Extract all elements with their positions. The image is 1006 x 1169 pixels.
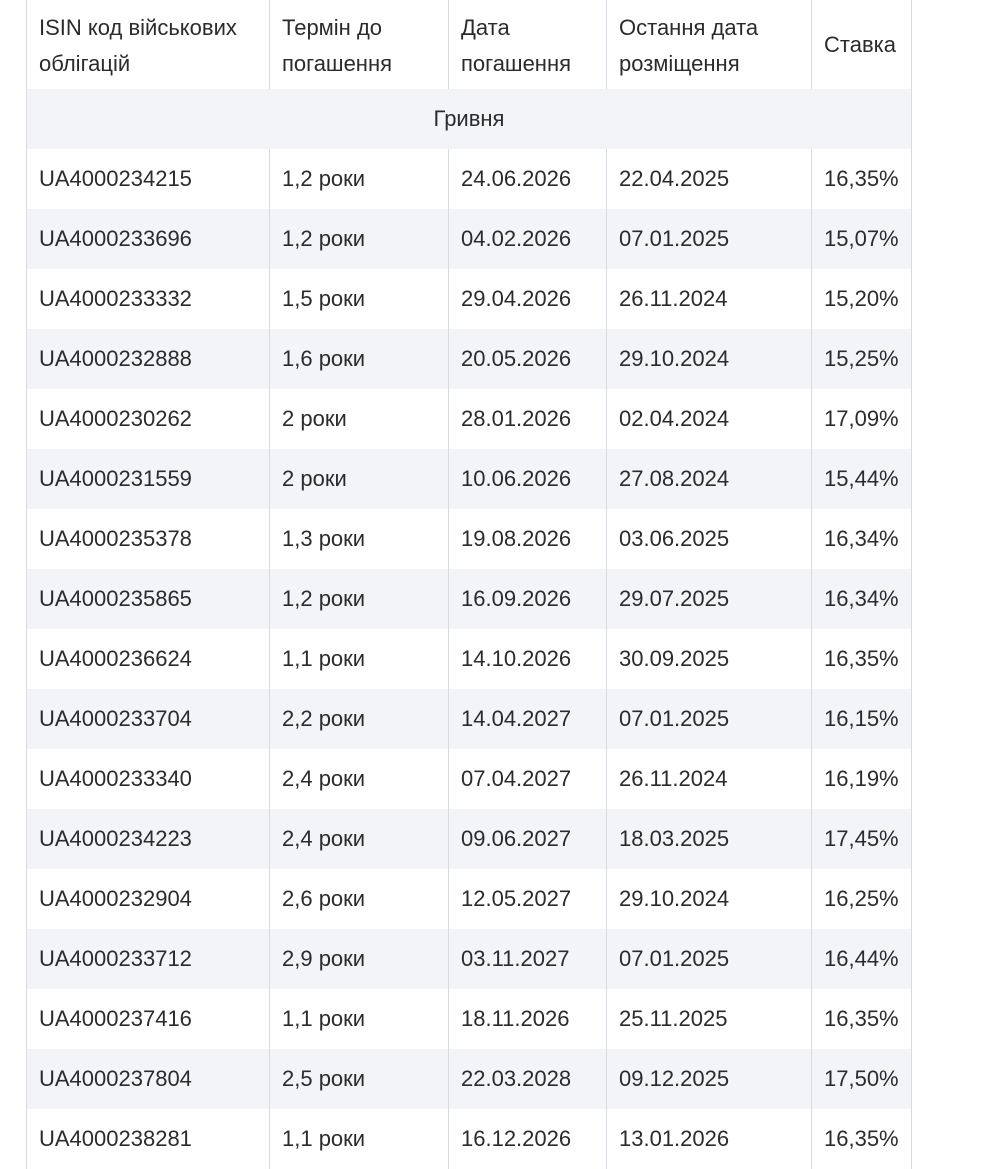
cell-isin: UA4000231559 bbox=[27, 449, 270, 509]
cell-isin: UA4000234223 bbox=[27, 809, 270, 869]
cell-isin: UA4000238281 bbox=[27, 1109, 270, 1169]
cell-isin: UA4000236624 bbox=[27, 629, 270, 689]
cell-maturity-date: 14.04.2027 bbox=[449, 689, 607, 749]
cell-isin: UA4000235865 bbox=[27, 569, 270, 629]
cell-rate: 16,34% bbox=[812, 509, 912, 569]
cell-last-placement-date: 26.11.2024 bbox=[607, 749, 812, 809]
cell-term: 1,3 роки bbox=[270, 509, 449, 569]
table-row bbox=[27, 869, 912, 929]
cell-rate: 15,07% bbox=[812, 209, 912, 269]
cell-maturity-date: 07.04.2027 bbox=[449, 749, 607, 809]
table-row bbox=[27, 1049, 912, 1109]
table-row bbox=[27, 209, 912, 269]
cell-maturity-date: 19.08.2026 bbox=[449, 509, 607, 569]
cell-rate: 17,45% bbox=[812, 809, 912, 869]
header-last-placement-date: Остання дата розміщення bbox=[607, 0, 812, 89]
table-row bbox=[27, 329, 912, 389]
cell-isin: UA4000237804 bbox=[27, 1049, 270, 1109]
table-row bbox=[27, 749, 912, 809]
cell-maturity-date: 04.02.2026 bbox=[449, 209, 607, 269]
cell-maturity-date: 03.11.2027 bbox=[449, 929, 607, 989]
cell-term: 2 роки bbox=[270, 449, 449, 509]
currency-group-row bbox=[27, 89, 912, 149]
cell-term: 1,1 роки bbox=[270, 1109, 449, 1169]
table-row bbox=[27, 689, 912, 749]
cell-term: 2,6 роки bbox=[270, 869, 449, 929]
table-header bbox=[27, 0, 912, 89]
cell-isin: UA4000232888 bbox=[27, 329, 270, 389]
cell-maturity-date: 22.03.2028 bbox=[449, 1049, 607, 1109]
cell-last-placement-date: 03.06.2025 bbox=[607, 509, 812, 569]
cell-isin: UA4000233340 bbox=[27, 749, 270, 809]
cell-rate: 16,15% bbox=[812, 689, 912, 749]
table-row bbox=[27, 1109, 912, 1169]
header-term: Термін до погашення bbox=[270, 0, 449, 89]
cell-term: 2,4 роки bbox=[270, 749, 449, 809]
cell-last-placement-date: 29.10.2024 bbox=[607, 869, 812, 929]
cell-maturity-date: 12.05.2027 bbox=[449, 869, 607, 929]
cell-maturity-date: 18.11.2026 bbox=[449, 989, 607, 1049]
cell-maturity-date: 10.06.2026 bbox=[449, 449, 607, 509]
cell-rate: 15,20% bbox=[812, 269, 912, 329]
cell-isin: UA4000233712 bbox=[27, 929, 270, 989]
cell-isin: UA4000233332 bbox=[27, 269, 270, 329]
table-row bbox=[27, 389, 912, 449]
cell-maturity-date: 16.09.2026 bbox=[449, 569, 607, 629]
cell-term: 1,6 роки bbox=[270, 329, 449, 389]
cell-term: 1,1 роки bbox=[270, 989, 449, 1049]
cell-last-placement-date: 07.01.2025 bbox=[607, 209, 812, 269]
cell-maturity-date: 24.06.2026 bbox=[449, 149, 607, 209]
cell-maturity-date: 28.01.2026 bbox=[449, 389, 607, 449]
cell-last-placement-date: 18.03.2025 bbox=[607, 809, 812, 869]
cell-rate: 17,50% bbox=[812, 1049, 912, 1109]
cell-rate: 16,35% bbox=[812, 149, 912, 209]
cell-last-placement-date: 09.12.2025 bbox=[607, 1049, 812, 1109]
cell-term: 1,2 роки bbox=[270, 149, 449, 209]
cell-rate: 16,19% bbox=[812, 749, 912, 809]
table-row bbox=[27, 269, 912, 329]
cell-rate: 15,44% bbox=[812, 449, 912, 509]
header-row bbox=[27, 0, 912, 89]
cell-term: 1,5 роки bbox=[270, 269, 449, 329]
cell-last-placement-date: 07.01.2025 bbox=[607, 689, 812, 749]
cell-last-placement-date: 30.09.2025 bbox=[607, 629, 812, 689]
cell-term: 2,5 роки bbox=[270, 1049, 449, 1109]
header-rate: Ставка bbox=[812, 0, 912, 89]
war-bonds-table bbox=[26, 0, 912, 1169]
cell-rate: 16,35% bbox=[812, 629, 912, 689]
cell-isin: UA4000232904 bbox=[27, 869, 270, 929]
cell-rate: 16,25% bbox=[812, 869, 912, 929]
table-row bbox=[27, 509, 912, 569]
table-row bbox=[27, 809, 912, 869]
cell-last-placement-date: 25.11.2025 bbox=[607, 989, 812, 1049]
table-row bbox=[27, 569, 912, 629]
cell-isin: UA4000233696 bbox=[27, 209, 270, 269]
cell-rate: 17,09% bbox=[812, 389, 912, 449]
cell-rate: 15,25% bbox=[812, 329, 912, 389]
cell-last-placement-date: 29.10.2024 bbox=[607, 329, 812, 389]
cell-term: 1,2 роки bbox=[270, 569, 449, 629]
cell-term: 2 роки bbox=[270, 389, 449, 449]
cell-term: 2,4 роки bbox=[270, 809, 449, 869]
cell-isin: UA4000234215 bbox=[27, 149, 270, 209]
cell-rate: 16,35% bbox=[812, 989, 912, 1049]
cell-maturity-date: 29.04.2026 bbox=[449, 269, 607, 329]
cell-last-placement-date: 02.04.2024 bbox=[607, 389, 812, 449]
cell-isin: UA4000233704 bbox=[27, 689, 270, 749]
cell-rate: 16,35% bbox=[812, 1109, 912, 1169]
cell-isin: UA4000237416 bbox=[27, 989, 270, 1049]
cell-rate: 16,44% bbox=[812, 929, 912, 989]
table-row bbox=[27, 989, 912, 1049]
cell-last-placement-date: 22.04.2025 bbox=[607, 149, 812, 209]
table-body bbox=[27, 89, 912, 1169]
cell-rate: 16,34% bbox=[812, 569, 912, 629]
table-row bbox=[27, 629, 912, 689]
cell-isin: UA4000230262 bbox=[27, 389, 270, 449]
table-row bbox=[27, 449, 912, 509]
cell-isin: UA4000235378 bbox=[27, 509, 270, 569]
cell-maturity-date: 09.06.2027 bbox=[449, 809, 607, 869]
header-isin: ISIN код військових облігацій bbox=[27, 0, 270, 89]
cell-maturity-date: 20.05.2026 bbox=[449, 329, 607, 389]
cell-last-placement-date: 27.08.2024 bbox=[607, 449, 812, 509]
currency-group-label: Гривня bbox=[27, 89, 912, 149]
cell-term: 1,2 роки bbox=[270, 209, 449, 269]
table-row bbox=[27, 929, 912, 989]
cell-term: 2,2 роки bbox=[270, 689, 449, 749]
cell-last-placement-date: 29.07.2025 bbox=[607, 569, 812, 629]
cell-term: 2,9 роки bbox=[270, 929, 449, 989]
cell-maturity-date: 14.10.2026 bbox=[449, 629, 607, 689]
cell-maturity-date: 16.12.2026 bbox=[449, 1109, 607, 1169]
cell-last-placement-date: 13.01.2026 bbox=[607, 1109, 812, 1169]
header-maturity-date: Дата погашення bbox=[449, 0, 607, 89]
cell-term: 1,1 роки bbox=[270, 629, 449, 689]
cell-last-placement-date: 26.11.2024 bbox=[607, 269, 812, 329]
cell-last-placement-date: 07.01.2025 bbox=[607, 929, 812, 989]
table-row bbox=[27, 149, 912, 209]
